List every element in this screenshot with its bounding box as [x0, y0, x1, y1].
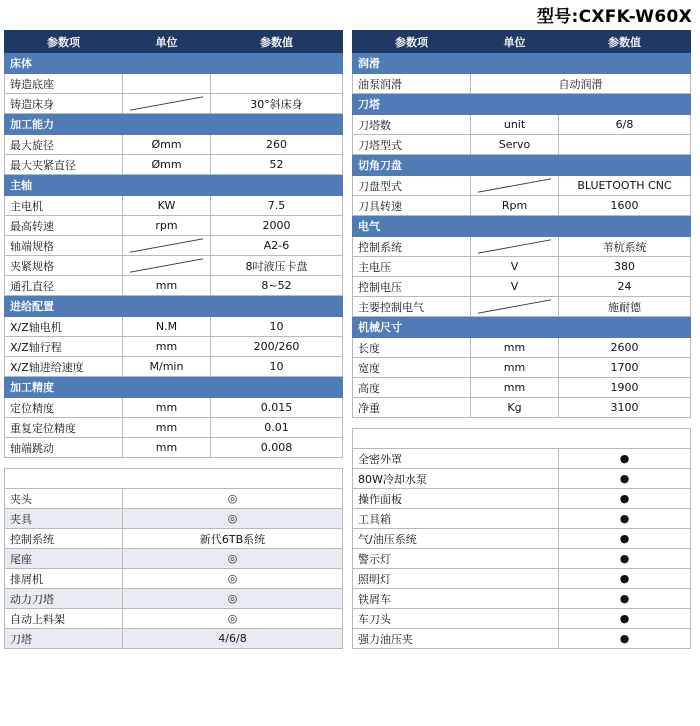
section-label: 电气: [353, 216, 691, 237]
section-header-row: [5, 296, 343, 317]
table-row: [5, 569, 343, 589]
table-row: [353, 277, 691, 297]
equipment-label: 照明灯: [353, 569, 559, 589]
param-value: [559, 135, 691, 155]
standard-equipment-table: [352, 428, 691, 649]
param-label: 铸造床身: [5, 94, 123, 114]
table-row: [5, 317, 343, 337]
table-row: [5, 398, 343, 418]
table-row: [5, 337, 343, 357]
option-label: 尾座: [5, 549, 123, 569]
table-row: [353, 115, 691, 135]
param-label: X/Z轴电机: [5, 317, 123, 337]
param-value: 24: [559, 277, 691, 297]
param-unit: mm: [123, 438, 211, 458]
column-header: 单位: [471, 31, 559, 53]
table-row: [353, 509, 691, 529]
options-table: [4, 468, 343, 649]
param-value: 自动润滑: [471, 74, 691, 94]
param-label: 宽度: [353, 358, 471, 378]
left-column: [4, 30, 342, 649]
diagonal-slash-cell: [471, 237, 559, 257]
table-row: [5, 196, 343, 216]
section-label: 床体: [5, 53, 343, 74]
table-header-row: [5, 31, 343, 53]
param-label: 夹紧规格: [5, 256, 123, 276]
diagonal-slash-cell: [123, 94, 211, 114]
option-value: ◎: [123, 509, 343, 529]
equipment-included-marker: ●: [559, 569, 691, 589]
param-value: 2000: [211, 216, 343, 236]
param-label: 主要控制电气: [353, 297, 471, 317]
column-header: 参数值: [211, 31, 343, 53]
param-label: 最高转速: [5, 216, 123, 236]
param-unit: M/min: [123, 357, 211, 377]
param-unit: mm: [123, 276, 211, 296]
table-row: [353, 237, 691, 257]
right-spec-table: [352, 30, 691, 418]
table-row: [5, 489, 343, 509]
option-label: 刀塔: [5, 629, 123, 649]
section-label: 润滑: [353, 53, 691, 74]
equipment-label: 气/油压系统: [353, 529, 559, 549]
table-header-row: [353, 31, 691, 53]
table-row: [5, 74, 343, 94]
param-unit: V: [471, 257, 559, 277]
spacer: [4, 458, 342, 468]
table-row: [5, 589, 343, 609]
param-unit: unit: [471, 115, 559, 135]
section-header-row: [5, 53, 343, 74]
param-value: 30°斜床身: [211, 94, 343, 114]
equipment-included-marker: ●: [559, 449, 691, 469]
table-row: [5, 135, 343, 155]
spec-columns: [4, 30, 696, 649]
section-label: 主轴: [5, 175, 343, 196]
section-label: 进给配置: [5, 296, 343, 317]
table-row: [353, 74, 691, 94]
param-value: 7.5: [211, 196, 343, 216]
param-value: 10: [211, 317, 343, 337]
param-label: X/Z轴行程: [5, 337, 123, 357]
param-label: 最大旋径: [5, 135, 123, 155]
param-label: 主电机: [5, 196, 123, 216]
table-row: [353, 196, 691, 216]
table-row: [353, 135, 691, 155]
table-row: [353, 549, 691, 569]
param-unit: mm: [471, 338, 559, 358]
param-label: 刀具转速: [353, 196, 471, 216]
option-label: 夹头: [5, 489, 123, 509]
param-value: 8吋液压卡盘: [211, 256, 343, 276]
table-row: [5, 529, 343, 549]
param-label: 定位精度: [5, 398, 123, 418]
table-row: [353, 469, 691, 489]
param-label: 刀塔型式: [353, 135, 471, 155]
equipment-included-marker: ●: [559, 529, 691, 549]
param-value: 苇杭系统: [559, 237, 691, 257]
diagonal-slash-cell: [123, 236, 211, 256]
param-value: BLUETOOTH CNC: [559, 176, 691, 196]
equipment-included-marker: ●: [559, 549, 691, 569]
param-value: 3100: [559, 398, 691, 418]
param-value: A2-6: [211, 236, 343, 256]
left-spec-table: [4, 30, 343, 458]
param-label: 轴端规格: [5, 236, 123, 256]
table-row: [353, 176, 691, 196]
table-row: [5, 155, 343, 175]
table-row: [353, 257, 691, 277]
diagonal-slash-cell: [471, 176, 559, 196]
table-row: [5, 609, 343, 629]
table-row: [5, 438, 343, 458]
equipment-label: 操作面板: [353, 489, 559, 509]
param-label: 轴端跳动: [5, 438, 123, 458]
param-value: 2600: [559, 338, 691, 358]
equipment-label: 工具箱: [353, 509, 559, 529]
section-label: 机械尺寸: [353, 317, 691, 338]
column-header: 参数项: [5, 31, 123, 53]
param-value: 6/8: [559, 115, 691, 135]
option-value: ◎: [123, 589, 343, 609]
table-row: [5, 418, 343, 438]
param-unit: [123, 74, 211, 94]
table-row: [353, 529, 691, 549]
section-label: 切角刀盘: [353, 155, 691, 176]
section-header-row: [353, 317, 691, 338]
option-label: 夹具: [5, 509, 123, 529]
section-header-row: [5, 469, 343, 489]
equipment-label: 强力油压夹: [353, 629, 559, 649]
param-label: 刀盘型式: [353, 176, 471, 196]
param-label: X/Z轴进给速度: [5, 357, 123, 377]
table-row: [353, 569, 691, 589]
param-label: 重复定位精度: [5, 418, 123, 438]
section-header-row: [353, 94, 691, 115]
equipment-included-marker: ●: [559, 469, 691, 489]
table-row: [5, 509, 343, 529]
param-label: 高度: [353, 378, 471, 398]
table-row: [5, 276, 343, 296]
section-header-row: [353, 155, 691, 176]
table-row: [5, 216, 343, 236]
option-value: 4/6/8: [123, 629, 343, 649]
equipment-included-marker: ●: [559, 489, 691, 509]
param-label: 控制电压: [353, 277, 471, 297]
option-value: ◎: [123, 609, 343, 629]
option-label: 排屑机: [5, 569, 123, 589]
diagonal-slash-cell: [123, 256, 211, 276]
table-row: [353, 629, 691, 649]
equipment-included-marker: ●: [559, 629, 691, 649]
section-header-row: [353, 429, 691, 449]
table-row: [353, 297, 691, 317]
equipment-label: 全密外罩: [353, 449, 559, 469]
param-value: 1700: [559, 358, 691, 378]
param-value: 1900: [559, 378, 691, 398]
equipment-label: 警示灯: [353, 549, 559, 569]
table-row: [5, 549, 343, 569]
param-value: 200/260: [211, 337, 343, 357]
param-unit: mm: [123, 337, 211, 357]
param-value: 0.008: [211, 438, 343, 458]
param-value: 260: [211, 135, 343, 155]
spacer: [352, 418, 690, 428]
column-header: 单位: [123, 31, 211, 53]
page-title: 型号:CXFK-W60X: [536, 7, 692, 27]
right-column: [352, 30, 690, 649]
param-unit: mm: [123, 418, 211, 438]
param-label: 铸造底座: [5, 74, 123, 94]
param-unit: Ømm: [123, 155, 211, 175]
option-label: 动力刀塔: [5, 589, 123, 609]
option-label: 控制系统: [5, 529, 123, 549]
equipment-label: 80W冷却水泵: [353, 469, 559, 489]
param-unit: Rpm: [471, 196, 559, 216]
param-unit: Kg: [471, 398, 559, 418]
equipment-included-marker: ●: [559, 589, 691, 609]
param-label: 主电压: [353, 257, 471, 277]
section-label: 刀塔: [353, 94, 691, 115]
section-header-row: [5, 377, 343, 398]
section-header-row: [5, 114, 343, 135]
equipment-label: 铁屑车: [353, 589, 559, 609]
param-unit: V: [471, 277, 559, 297]
param-value: 0.015: [211, 398, 343, 418]
param-label: 通孔直径: [5, 276, 123, 296]
param-value: 0.01: [211, 418, 343, 438]
param-value: 1600: [559, 196, 691, 216]
column-header: 参数项: [353, 31, 471, 53]
param-value: 8~52: [211, 276, 343, 296]
table-row: [5, 94, 343, 114]
param-label: 净重: [353, 398, 471, 418]
option-value: 新代6TB系统: [123, 529, 343, 549]
table-row: [5, 357, 343, 377]
option-value: ◎: [123, 569, 343, 589]
param-label: 最大夹紧直径: [5, 155, 123, 175]
param-label: 油泵润滑: [353, 74, 471, 94]
param-value: 52: [211, 155, 343, 175]
param-unit: Servo: [471, 135, 559, 155]
param-label: 控制系统: [353, 237, 471, 257]
option-value: ◎: [123, 489, 343, 509]
param-unit: mm: [123, 398, 211, 418]
table-row: [353, 338, 691, 358]
table-row: [353, 378, 691, 398]
section-label: 加工能力: [5, 114, 343, 135]
equipment-included-marker: ●: [559, 609, 691, 629]
equipment-label: 车刀头: [353, 609, 559, 629]
param-unit: N.M: [123, 317, 211, 337]
column-header: 参数值: [559, 31, 691, 53]
section-header-row: [353, 53, 691, 74]
table-row: [353, 358, 691, 378]
equipment-included-marker: ●: [559, 509, 691, 529]
param-unit: KW: [123, 196, 211, 216]
param-value: 施耐德: [559, 297, 691, 317]
param-unit: mm: [471, 358, 559, 378]
table-row: [353, 489, 691, 509]
option-value: ◎: [123, 549, 343, 569]
section-label: 加工精度: [5, 377, 343, 398]
table-row: [5, 236, 343, 256]
param-unit: Ømm: [123, 135, 211, 155]
param-unit: mm: [471, 378, 559, 398]
table-row: [353, 449, 691, 469]
table-row: [353, 609, 691, 629]
table-row: [353, 398, 691, 418]
param-value: [211, 74, 343, 94]
table-row: [353, 589, 691, 609]
param-value: 380: [559, 257, 691, 277]
param-label: 长度: [353, 338, 471, 358]
param-value: 10: [211, 357, 343, 377]
section-label: 标准配备: [353, 429, 691, 449]
param-unit: rpm: [123, 216, 211, 236]
table-row: [5, 256, 343, 276]
diagonal-slash-cell: [471, 297, 559, 317]
param-label: 刀塔数: [353, 115, 471, 135]
section-header-row: [353, 216, 691, 237]
option-label: 自动上料架: [5, 609, 123, 629]
section-header-row: [5, 175, 343, 196]
section-label: 选购配备: [5, 469, 343, 489]
table-row: [5, 629, 343, 649]
